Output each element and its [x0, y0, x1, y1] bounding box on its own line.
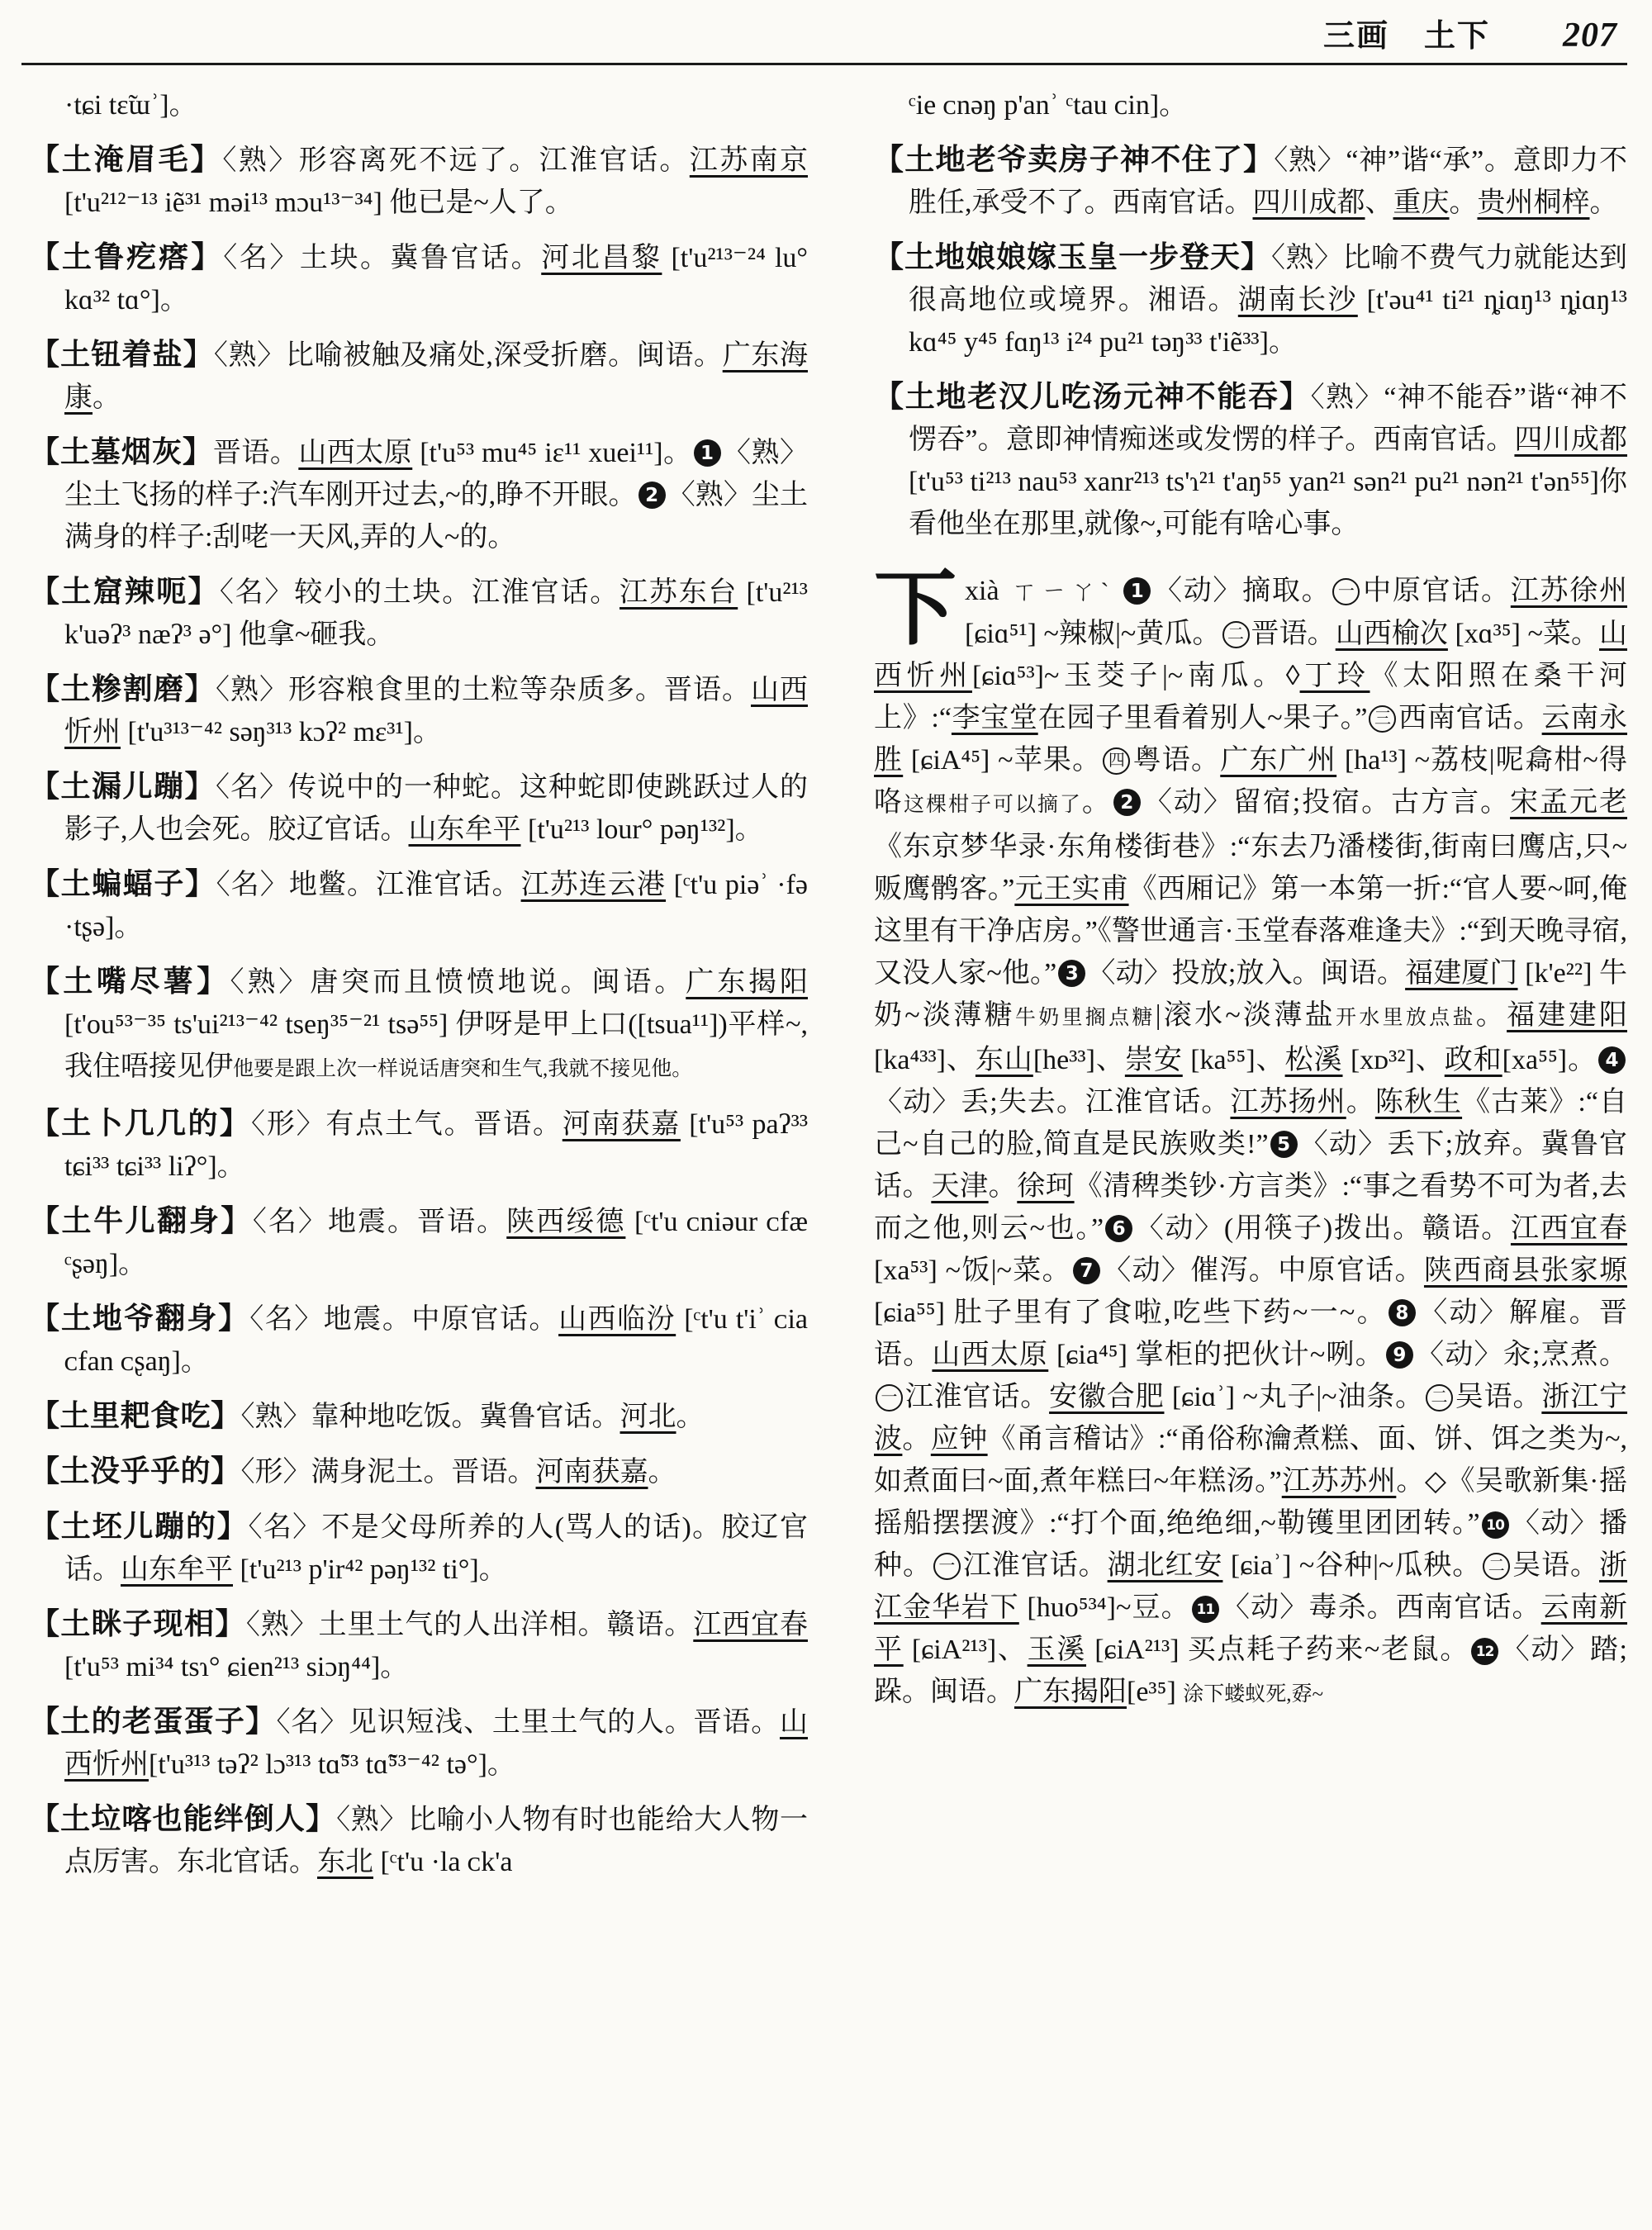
entry-text: 〈熟〉比喻小人物有时也能给大人物一点厉害。东北官话。 [64, 1805, 808, 1877]
entry-text: [ɕiA²¹³]、 [903, 1635, 1028, 1665]
header-rule [21, 63, 1627, 65]
sense-number-badge: 3 [1058, 960, 1085, 987]
entry-text: 〈名〉地鳖。江淮官话。 [216, 870, 521, 900]
proper-noun-underlined: 江苏东台 [620, 577, 738, 608]
entry-headword: 【土地娘娘嫁玉皇一步登天】 [874, 240, 1271, 273]
entry-text: |滚水~淡薄盐 [1155, 1000, 1336, 1031]
dictionary-entry [30, 431, 808, 558]
subsense-number-badge: 三 [1369, 705, 1396, 733]
entry-continuation [30, 84, 808, 126]
dictionary-entry [30, 139, 808, 224]
entry-text: 。 [1081, 787, 1112, 818]
entry-text: [t'u⁵³ ti²¹³ nau⁵³ xanr²¹³ ts'ɿ²¹ t'aŋ⁵⁵ yan²¹ sən²¹ pu²¹ nən²¹ t'ən⁵⁵]你看他坐在那里,就像~,可能有啥心事。 [909, 467, 1627, 539]
entry-text: 〈熟〉尘土飞扬的样子:汽车刚开过去,~的,睁不开眼。 [64, 438, 808, 510]
dictionary-entry [30, 571, 808, 656]
sense-number-badge: 2 [1113, 789, 1141, 816]
entry-text: [e³⁵] [1127, 1677, 1184, 1707]
proper-noun-underlined: 政和 [1444, 1045, 1502, 1075]
entry-text: [ka⁵⁵]、 [1182, 1045, 1285, 1075]
entry-text: 中原官话。 [1361, 576, 1511, 606]
entry-text: 西南官话。 [1398, 703, 1542, 733]
proper-noun-underlined: 东北 [317, 1847, 373, 1877]
entry-text: [t'u²¹³ p'ir⁴² pəŋ¹³² ti°]。 [233, 1554, 507, 1585]
entry-headword: 【土淹眉毛】 [30, 143, 223, 176]
proper-noun-underlined: 贵州桐梓 [1477, 187, 1590, 218]
entry-headword: 【土漏儿蹦】 [30, 770, 216, 803]
entry-text: 粤语。 [1132, 745, 1221, 776]
entry-text: 〈动〉投放;放入。闽语。 [1087, 958, 1406, 989]
sense-number-badge: 7 [1073, 1257, 1100, 1284]
entry-text: [t'u³¹³⁻⁴² səŋ³¹³ kɔʔ² mɛ³¹]。 [121, 717, 441, 747]
dictionary-entry [874, 139, 1627, 224]
entry-text: [ɕia⁴⁵] 掌柜的把伙计~咧。 [1048, 1340, 1384, 1370]
entry-headword: 【土地老汉儿吃汤元神不能吞】 [874, 380, 1311, 413]
dictionary-entry [30, 236, 808, 321]
small-gloss-text: 开水里放点盐 [1335, 1007, 1476, 1029]
proper-noun-underlined: 安徽合肥 [1049, 1382, 1165, 1412]
entry-text: 《太阳照在桑干河上》:“ [874, 661, 1628, 733]
entry-text: 〈熟〉比喻被触及痛处,深受折磨。闽语。 [213, 340, 723, 371]
entry-text: 〈形〉满身泥土。晋语。 [240, 1457, 536, 1487]
proper-noun-underlined: 崇安 [1124, 1045, 1183, 1075]
entry-text: 《甬言稽诂》:“甬俗称瀹煮糕、面、饼、饵之类为~,如煮面曰~面,煮年糕曰~年糕汤。” [874, 1424, 1627, 1497]
entry-text: 《古莱》:“自己~自己的脸,简直是民族败类!” [874, 1087, 1627, 1160]
proper-noun-underlined: 湖北红安 [1107, 1550, 1223, 1581]
entry-text: [ɕiaʾ] ~谷种|~瓜秧。 [1222, 1550, 1482, 1581]
entry-text: 晋语。 [212, 438, 299, 468]
entry-text: 〈动〉解雇。晋语。 [874, 1298, 1627, 1370]
entry-headword: 【土钮着盐】 [30, 338, 214, 371]
subsense-number-badge: 四 [1103, 747, 1130, 775]
entry-text: 。 [1475, 1000, 1507, 1031]
proper-noun-underlined: 山西临汾 [558, 1304, 676, 1335]
entry-text: 〈熟〉“神不能吞”谐“神不愣吞”。意即神情痴迷或发愣的样子。西南官话。 [909, 382, 1627, 455]
entry-headword: 【土鲁疙瘩】 [30, 240, 224, 273]
subsense-number-badge: 一 [1332, 578, 1360, 605]
proper-noun-underlined: 四川成都 [1252, 187, 1365, 218]
proper-noun-underlined: 应钟 [930, 1424, 988, 1454]
entry-text: 江淮官话。 [904, 1382, 1050, 1412]
proper-noun-underlined: 山西太原 [298, 438, 413, 468]
entry-text: 〈熟〉靠种地吃饭。冀鲁官话。 [240, 1402, 620, 1432]
entry-text: 。 [988, 1171, 1018, 1202]
entry-text: [t'əu⁴¹ ti²¹ ȵiɑŋ¹³ ȵiɑŋ¹³ kɑ⁴⁵ y⁴⁵ fɑŋ¹³ i²⁴ pu²¹ təŋ³³ t'iẽ³³]。 [909, 285, 1627, 358]
proper-noun-underlined: 广东揭阳 [686, 967, 808, 998]
entry-text: [ɕiɑ⁵³]~玉茭子|~南瓜。◊ [971, 661, 1300, 691]
proper-noun-underlined: 江苏南京 [689, 145, 808, 176]
entry-text: 〈熟〉形容离死不远了。江淮官话。 [222, 145, 690, 176]
entry-text: 〈名〉见识短浅、土里土气的人。晋语。 [276, 1707, 780, 1738]
entry-text: 。 [93, 382, 121, 413]
entry-text: [huo⁵³⁴]~豆。 [1018, 1592, 1190, 1623]
dictionary-entry [30, 1298, 808, 1383]
entry-headword: 【土没乎乎的】 [30, 1454, 241, 1487]
entry-text: ᶜie ᴄnəŋ p'anʾ ᶜtau ᴄin]。 [909, 90, 1188, 121]
proper-noun-underlined: 云南永胜 [874, 703, 1628, 776]
entry-text: 。 [1589, 187, 1618, 218]
entry-headword: 【土里耙食吃】 [30, 1399, 241, 1432]
proper-noun-underlined: 山西榆次 [1335, 619, 1448, 649]
entry-text: 〈名〉较小的土块。江淮官话。 [219, 577, 620, 608]
entry-text: 〈动〉毒杀。西南官话。 [1220, 1592, 1541, 1623]
entry-text: [xa⁵⁵]。 [1502, 1045, 1597, 1075]
entry-text: 吴语。 [1512, 1550, 1600, 1581]
entry-text: 〈动〉丢;失去。江淮官话。 [874, 1087, 1231, 1117]
proper-noun-underlined: 广东广州 [1220, 745, 1337, 776]
proper-noun-underlined: 云南新平 [874, 1592, 1628, 1665]
entry-text: 〈名〉土块。冀鲁官话。 [223, 243, 542, 273]
sense-number-badge: 10 [1482, 1511, 1509, 1539]
entry-headword: 【土垃喀也能绊倒人】 [30, 1802, 337, 1835]
dictionary-entry [30, 668, 808, 753]
entry-text: [ᶜt'u piəʾ ·fə ·tʂə]。 [64, 870, 809, 942]
entry-text: [xɑ³⁵] ~菜。 [1447, 619, 1600, 649]
proper-noun-underlined: 江苏徐州 [1510, 576, 1628, 606]
entry-text: 〈名〉地震。中原官话。 [249, 1304, 559, 1335]
proper-noun-underlined: 山东牟平 [121, 1554, 233, 1585]
entry-headword: 【土窟辣呃】 [30, 575, 220, 608]
entry-zhuyin: ㄒㄧㄚˋ [1010, 578, 1114, 605]
dictionary-entry [874, 236, 1627, 363]
sense-number-badge: 1 [1123, 577, 1151, 605]
entry-headword: 【土地爷翻身】 [30, 1302, 250, 1335]
entry-headword: 【土墓烟灰】 [30, 435, 213, 468]
proper-noun-underlined: 松溪 [1284, 1045, 1343, 1075]
small-gloss-text: 这棵柑子可以摘了 [903, 794, 1082, 816]
entry-text: 〈名〉地震。晋语。 [252, 1207, 507, 1237]
entry-text: 。 [676, 1402, 705, 1432]
proper-noun-underlined: 四川成都 [1514, 425, 1628, 455]
proper-noun-underlined: 河北 [620, 1402, 676, 1432]
entry-headword: 【土的老蛋蛋子】 [30, 1705, 277, 1738]
entry-text: [ha¹³] ~荔枝|呢樖柑~得咯 [874, 745, 1628, 818]
proper-noun-underlined: 河北昌黎 [541, 243, 662, 273]
dictionary-entry [30, 961, 808, 1090]
sense-number-badge: 12 [1471, 1638, 1498, 1665]
entry-text: 江淮官话。 [961, 1550, 1108, 1581]
proper-noun-underlined: 山东牟平 [408, 814, 521, 845]
entry-headword: 【土卜几几的】 [30, 1107, 252, 1140]
proper-noun-underlined: 福建厦门 [1405, 958, 1518, 989]
entry-text: 〈动〉催泻。中原官话。 [1101, 1255, 1424, 1286]
dictionary-entry [30, 1798, 808, 1883]
proper-noun-underlined: 重庆 [1393, 187, 1450, 218]
entry-text: [t'u²¹³⁻²⁴ lu° kɑ³² tɑ°]。 [64, 243, 809, 316]
entry-text: [k'e²²] 牛奶~淡薄糖 [874, 958, 1627, 1031]
dictionary-entry [30, 1450, 808, 1493]
dictionary-entry [30, 766, 808, 851]
dictionary-entry [30, 334, 808, 419]
proper-noun-underlined: 福建建阳 [1507, 1000, 1627, 1031]
proper-noun-underlined: 河南获嘉 [535, 1457, 648, 1487]
sense-number-badge: 9 [1386, 1341, 1413, 1369]
entry-text: [t'u⁵³ paʔ³³ tɕi³³ tɕi³³ liʔ°]。 [64, 1109, 809, 1182]
entry-text: 。 [902, 1424, 931, 1454]
page-header [0, 10, 1617, 55]
proper-noun-underlined: 广东海康 [64, 340, 808, 413]
entry-text: 〈动〉汆;烹煮。 [1414, 1340, 1628, 1370]
sense-number-badge: 1 [694, 439, 721, 467]
dictionary-entry [30, 1506, 808, 1591]
proper-noun-underlined: 陕西绥德 [506, 1207, 626, 1237]
small-gloss-text: 涂下蝼蚁死,孬~ [1183, 1683, 1324, 1706]
proper-noun-underlined: 宋孟元老 [1510, 787, 1627, 818]
entry-text: [t'u²¹³ lour° pəŋ¹³²]。 [520, 814, 763, 845]
entry-headword: 【土蝙蝠子】 [30, 867, 216, 900]
entry-text: [ᶜt'u ·la ᴄk'a [373, 1847, 513, 1877]
entry-text: [he³³]、 [1032, 1045, 1125, 1075]
entry-text: 〈形〉有点土气。晋语。 [251, 1109, 563, 1140]
entry-text: [t'u³¹³ təʔ² lɔ³¹³ tɑ̃⁵³ tɑ̃⁵³⁻⁴² tə°]。 [149, 1749, 515, 1780]
proper-noun-underlined: 江西宜春 [693, 1610, 808, 1640]
dictionary-entry-main-headword [874, 563, 1628, 1715]
entry-text: [ɕiɑʾ] ~丸子|~油条。 [1164, 1382, 1424, 1412]
proper-noun-underlined: 李宝堂 [951, 703, 1038, 733]
proper-noun-underlined: 山西忻州 [64, 675, 808, 747]
entry-text: 〈熟〉尘土满身的样子:刮咾一天风,弄的人~的。 [64, 480, 809, 553]
entry-text: 〈动〉摘取。 [1152, 576, 1332, 606]
proper-noun-underlined: 徐珂 [1017, 1171, 1075, 1202]
dictionary-entry [874, 376, 1627, 545]
entry-text: 〈动〉(用筷子)拨出。赣语。 [1134, 1213, 1511, 1244]
proper-noun-underlined: 江西宜春 [1510, 1213, 1627, 1244]
entry-text: 〈动〉留宿;投宿。古方言。 [1142, 787, 1511, 818]
proper-noun-underlined: 陕西商县张家塬 [1423, 1255, 1627, 1286]
sense-number-badge: 6 [1105, 1215, 1132, 1242]
entry-text: 〈熟〉“神”谐“承”。意即力不胜任,承受不了。西南官话。 [909, 145, 1627, 218]
sense-number-badge: 11 [1192, 1596, 1219, 1623]
dictionary-entry [30, 1701, 808, 1786]
entry-text: 、 [1365, 187, 1393, 218]
proper-noun-underlined: 山西忻州 [64, 1707, 808, 1780]
proper-noun-underlined: 山西太原 [932, 1340, 1049, 1370]
proper-noun-underlined: 广东揭阳 [1014, 1677, 1127, 1707]
entry-text: [ka⁴³³]、 [874, 1045, 976, 1075]
entry-text: [xa⁵³] ~饭|~菜。 [874, 1255, 1071, 1286]
sense-number-badge: 2 [638, 482, 666, 509]
entry-text: 〈动〉播种。 [874, 1508, 1628, 1581]
proper-noun-underlined: 江苏连云港 [520, 870, 667, 900]
entry-text: 。 [1449, 187, 1478, 218]
proper-noun-underlined: 陈秋生 [1374, 1087, 1463, 1117]
entry-headword: 【土嘴尽薯】 [30, 965, 230, 998]
entry-text: 晋语。 [1251, 619, 1336, 649]
proper-noun-underlined: 河南获嘉 [562, 1109, 681, 1140]
proper-noun-underlined: 江苏扬州 [1230, 1087, 1346, 1117]
entry-text: ·tɕi tɛ̃ɯʾ]。 [64, 90, 197, 121]
entry-headword: 【土坯儿蹦的】 [30, 1510, 249, 1543]
small-gloss-text: 他要是跟上次一样说话唐突和生气,我就不接见他。 [233, 1058, 693, 1080]
entry-text: 〈熟〉唐突而且愤愤地说。闽语。 [230, 967, 686, 998]
subsense-number-badge: 二 [1222, 621, 1250, 648]
entry-text: [xᴅ³²]、 [1342, 1045, 1445, 1075]
small-gloss-text: 牛奶里搁点糖 [1014, 1007, 1156, 1029]
entry-text: [t'u²¹³ k'uəʔ³ næʔ³ ə°] 他拿~砸我。 [64, 577, 808, 650]
proper-noun-underlined: 丁玲 [1299, 661, 1370, 691]
entry-text: 〈动〉踏;跺。闽语。 [874, 1635, 1628, 1707]
entry-text: 《东京梦华录·东角楼街巷》:“东去乃潘楼街,街南曰鹰店,只~贩鹰鹘客。” [874, 832, 1627, 904]
entry-text: 〈熟〉土里土气的人出洋相。赣语。 [245, 1610, 694, 1640]
entry-text: 〈动〉丢下;放弃。冀鲁官话。 [874, 1129, 1627, 1202]
dictionary-entry [30, 1103, 808, 1188]
proper-noun-underlined: 玉溪 [1027, 1635, 1087, 1665]
dictionary-entry [30, 1395, 808, 1438]
entry-text: 《清稗类钞·方言类》:“事之看势不可为者,去而之他,则云~也。” [874, 1171, 1628, 1244]
entry-text: [ɕiA²¹³] 买点耗子药来~老鼠。 [1086, 1635, 1470, 1665]
dictionary-entry [30, 1603, 808, 1688]
proper-noun-underlined: 山西忻州 [874, 619, 1628, 691]
entry-headword: 【土牛儿翻身】 [30, 1204, 253, 1237]
entry-text: [ᶜt'u ᴄniəur ᴄfæ ᶜʂəŋ]。 [64, 1207, 808, 1279]
proper-noun-underlined: 浙江宁波 [874, 1382, 1628, 1454]
proper-noun-underlined: 江苏苏州 [1281, 1466, 1397, 1497]
entry-text: 〈熟〉形容粮食里的土粒等杂质多。晋语。 [216, 675, 751, 705]
dictionary-entry [30, 863, 808, 948]
entry-text: 。◇《吴歌新集·摇摇船摆摆渡》:“打个面,绝绝细,~勒镬里团团转。” [874, 1466, 1627, 1539]
entry-text: 。 [1346, 1087, 1375, 1117]
proper-noun-underlined: 湖南长沙 [1237, 285, 1358, 316]
entry-text: [t'ou⁵³⁻³⁵ ts'ui²¹³⁻⁴² tseŋ³⁵⁻²¹ tsə⁵⁵] 伊呀是甲上口([tsua¹¹])平样~,我住唔接见伊 [64, 1009, 808, 1082]
headword-range-label: 土下 [1423, 19, 1490, 54]
sense-number-badge: 8 [1389, 1299, 1416, 1326]
column-right [874, 84, 1627, 1728]
proper-noun-underlined: 元王实甫 [1014, 874, 1129, 904]
section-label: 三画 [1322, 19, 1389, 54]
entry-text: [t'u²¹²⁻¹³ iẽ³¹ məi¹³ mɔu¹³⁻³⁴] 他已是~人了。 [64, 187, 573, 218]
entry-text: 《西厢记》第一本第一折:“官人要~呵,俺这里有干净店房。”《警世通言·玉堂春落难逢夫》:“到天晚寻宿,又没人家~他。” [874, 874, 1628, 989]
entry-text: 〈名〉传说中的一种蛇。这种蛇即使跳跃过人的影子,人也会死。胶辽官话。 [64, 772, 808, 845]
entry-text: [ɕiA⁴⁵] ~苹果。 [903, 745, 1102, 776]
subsense-number-badge: 二 [1483, 1553, 1510, 1580]
subsense-number-badge: 一 [933, 1553, 961, 1580]
entry-headword: 【土眯子现相】 [30, 1607, 246, 1640]
entry-headword: 【土糁割磨】 [30, 672, 216, 705]
column-left [30, 84, 808, 1896]
proper-noun-underlined: 天津 [931, 1171, 989, 1202]
entry-headword: 【土地老爷卖房子神不住了】 [874, 143, 1275, 176]
entry-text: [ɕia⁵⁵] 肚子里有了食啦,吃些下药~一~。 [874, 1298, 1387, 1328]
dictionary-entry [30, 1200, 808, 1285]
entry-text: [ɕiɑ⁵¹] ~辣椒|~黄瓜。 [965, 619, 1221, 649]
entry-text: [t'u⁵³ mi³⁴ tsɿ° ɕien²¹³ siɔŋ⁴⁴]。 [64, 1652, 409, 1682]
subsense-number-badge: 二 [1426, 1384, 1453, 1412]
big-headword-character: 下 [874, 563, 957, 655]
entry-pinyin: xià [965, 576, 999, 606]
entry-text: 〈熟〉比喻不费气力就能达到很高地位或境界。湘语。 [909, 243, 1627, 316]
sense-number-badge: 4 [1598, 1046, 1626, 1074]
sense-number-badge: 5 [1270, 1131, 1298, 1158]
proper-noun-underlined: 浙江金华岩下 [874, 1550, 1628, 1623]
entry-text: [t'u⁵³ mu⁴⁵ iɛ¹¹ xuei¹¹]。 [412, 438, 692, 468]
page-number: 207 [1563, 17, 1617, 55]
entry-text: 在园子里看着别人~果子。” [1037, 703, 1368, 733]
entry-text: 。 [648, 1457, 676, 1487]
entry-continuation [874, 84, 1627, 126]
subsense-number-badge: 一 [876, 1384, 903, 1412]
entry-text: [ᶜt'u t'iʾ ᴄia ᴄfan ᴄʂaŋ]。 [64, 1304, 809, 1377]
proper-noun-underlined: 东山 [975, 1045, 1033, 1075]
entry-text: 〈名〉不是父母所养的人(骂人的话)。胶辽官话。 [64, 1512, 808, 1585]
entry-text: 吴语。 [1454, 1382, 1542, 1412]
